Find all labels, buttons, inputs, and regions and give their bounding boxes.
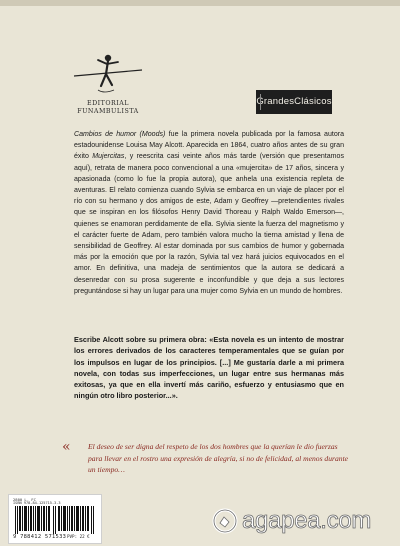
author-quote: Escribe Alcott sobre su primera obra: «Esta novela es un intento de mostrar los errores derivados de los caracteres temperamentales que se guían por los impulsos en lugar de los principios. [...] Me gustaría darle a mi primera novela, con todas sus imperfecciones, un lugar entre sus hermanas más exitosas, ya que en ella invertí más cariño, esfuerzo y entusiasmo que en ningún otro libro posterior...». (74, 335, 344, 401)
synopsis-text-a: fue la primera novela publicada por la famosa autora estadounidense Louisa May Alcott. Aparecida en 1864, cuatro años antes de su gran éxito (74, 131, 345, 161)
isbn-label: ISBN 978-84-125715-3-3 (13, 501, 61, 505)
watermark (212, 504, 400, 540)
barcode-top-label: 2800 L. FC (13, 497, 36, 502)
agapea-logo-icon (212, 508, 238, 534)
book-title: Cambios de humor (Moods) (74, 131, 166, 138)
series-name-part1: Grandes (256, 96, 295, 107)
book-title-mujercitas: Mujercitas (92, 153, 125, 161)
series-name-part2: Clásicos (294, 96, 332, 107)
publisher-name-line1: EDITORIAL (87, 100, 129, 107)
barcode-bars-icon (15, 506, 95, 534)
series-badge (256, 90, 332, 114)
watermark-text: agapea.com (242, 507, 372, 534)
publisher-logo (68, 50, 148, 126)
quote-mark-icon: « (62, 439, 71, 455)
series-badge-rule (260, 94, 328, 110)
publisher-name (68, 100, 148, 115)
synopsis-text-b: , y reescrita casi veinte años más tarde (versión que presentamos aquí), retrata de manera poco convencional a una «mujercita» de 17 años, sincera y apasionada (como lo fue la propia autora), que anhela una existencia repleta de aventuras. El relato comienza cuando Sylvia se embarca en un viaje de placer por el río con su hermano y dos amigos de este, Adam y Geoffrey —pretendientes rivales que se inspiran en los filósofos Henry David Thoreau y Ralph Waldo Emerson—, quienes se enamoran perdidamente de ella. Sylvia siente la fuerza del magnetismo y el carácter fuerte de Adam, pero también valora mucho la tierna amistad y llena de sensibilidad de Geoffrey. Al estar dominada por sus cambios de humor y gobernada más por la emoción que por la razón, Sylvia tal vez hará juicios equivocados en el amor. En definitiva, una madeja de sentimientos que la autora se dedicará a desenredar con su prosa sugerente e inconfundible y que deja a sus lectores preguntándose si hay un lugar para una mujer como Sylvia en un mundo de hombres. (74, 153, 344, 295)
publisher-name-line2: FUNAMBULISTA (77, 107, 139, 115)
funambulist-icon (68, 50, 148, 100)
barcode (8, 494, 102, 544)
price-label: PVP: 22 € (67, 534, 90, 539)
excerpt-quote: El deseo de ser digna del respeto de los dos hombres que la querían le dio fuerzas para llevar en el rostro una expresión de alegría, si no de felicidad, al menos durante un tiempo… (88, 442, 349, 474)
synopsis-paragraph (74, 129, 344, 297)
barcode-number: 9 788412 571533 (13, 534, 67, 540)
top-edge (0, 0, 400, 6)
